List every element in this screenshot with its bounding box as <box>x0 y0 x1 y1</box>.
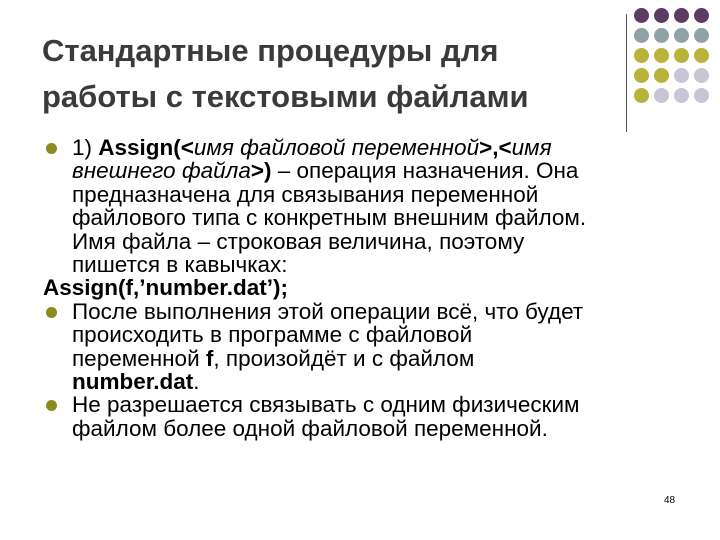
decor-dot <box>654 68 669 83</box>
bullet3-line-1: Не разрешается связывать с одним физическим <box>72 392 580 418</box>
decor-dot <box>694 28 709 43</box>
assign-close: >) <box>250 158 272 184</box>
arg-separator: >,< <box>479 135 512 160</box>
title-line-2: работы с текстовыми файлами <box>42 79 529 114</box>
decor-dot <box>674 8 689 23</box>
slide-body <box>43 135 696 441</box>
bullet2-line-1: После выполнения этой операции всё, что будет <box>72 298 584 324</box>
decor-dot <box>674 88 689 103</box>
decor-dot <box>694 8 709 23</box>
decor-dot <box>674 48 689 63</box>
decor-dot <box>674 28 689 43</box>
decor-dot <box>694 48 709 63</box>
bullet1-line-3: предназначена для связывания переменной <box>72 181 539 207</box>
decor-dot <box>654 88 669 103</box>
decor-dot-grid <box>634 8 714 108</box>
decor-dot <box>634 88 649 103</box>
decor-dot <box>634 28 649 43</box>
arg-variable: имя файловой переменной <box>193 135 480 160</box>
decor-dot <box>634 8 649 23</box>
bullet1-line-6: пишется в кавычках: <box>72 252 288 278</box>
decor-dot <box>674 68 689 83</box>
bullet1-line-5: Имя файла – строковая величина, поэтому <box>72 228 525 254</box>
decor-dot <box>654 8 669 23</box>
slide-title <box>42 28 612 120</box>
variable-f: f <box>205 345 214 371</box>
decor-dot <box>654 48 669 63</box>
page-number: 48 <box>664 495 676 506</box>
bullet3-line-2: файлом более одной файловой переменной. <box>72 415 548 441</box>
assign-keyword: Assign(< <box>98 135 194 160</box>
decor-dot <box>654 28 669 43</box>
arg-external-b: внешнего файла <box>72 158 251 184</box>
decor-dot <box>634 68 649 83</box>
code-example: Assign(f,’number.dat’); <box>43 275 289 301</box>
bullet2-line-3a: переменной <box>72 345 206 371</box>
bullet2-line-2: происходить в программе с файловой <box>72 322 473 348</box>
decor-dot <box>634 48 649 63</box>
bullet2-line-4b: . <box>193 369 200 395</box>
arg-external-a: имя <box>511 135 552 160</box>
decor-vertical-line <box>626 14 627 132</box>
bullet-icon <box>46 143 57 154</box>
bullet2-line-3c: , произойдёт и с файлом <box>213 345 475 371</box>
bullet-icon <box>46 307 57 318</box>
item-prefix: 1) <box>72 135 99 160</box>
title-line-1: Стандартные процедуры для <box>42 33 499 68</box>
bullet1-rest: – операция назначения. Она <box>271 158 579 184</box>
bullet-item-2 <box>46 300 696 394</box>
bullet-item-1 <box>46 136 696 276</box>
bullet-item-3 <box>46 393 696 440</box>
decor-dot <box>694 68 709 83</box>
filename: number.dat <box>72 369 194 395</box>
decor-dot <box>694 88 709 103</box>
bullet1-line-4: файлового типа с конкретным внешним файлом. <box>72 205 587 231</box>
